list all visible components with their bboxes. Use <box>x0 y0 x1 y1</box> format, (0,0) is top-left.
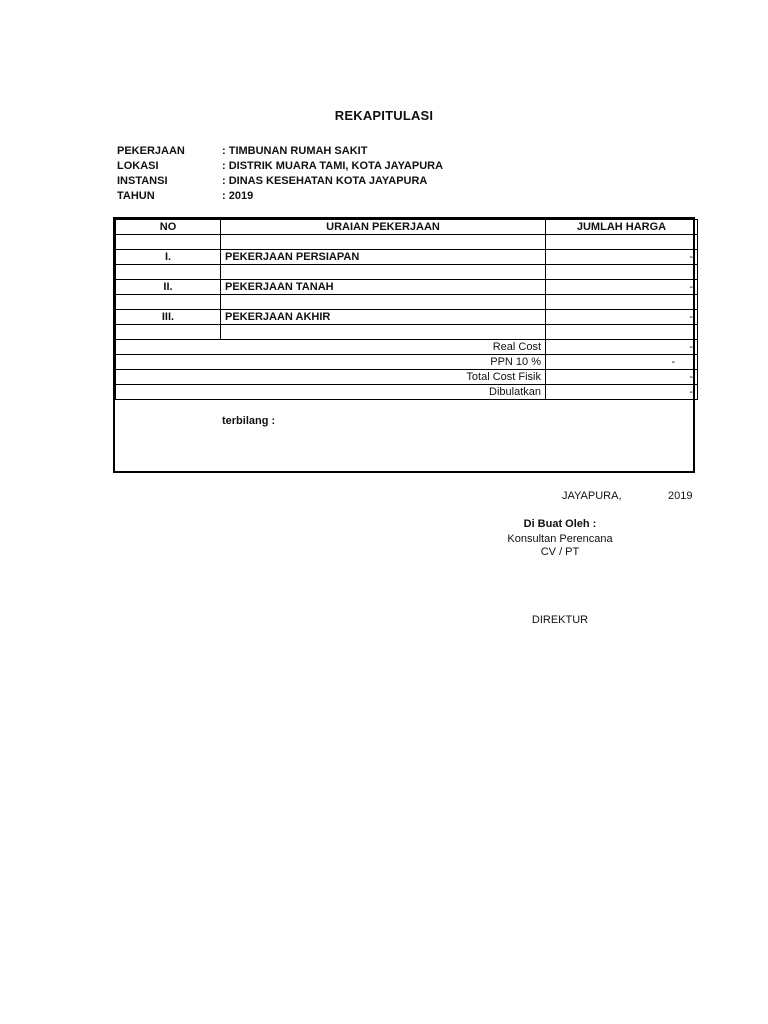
summary-value: - <box>546 385 698 400</box>
row-jumlah: - <box>546 250 698 265</box>
info-row-tahun <box>117 189 443 204</box>
rekap-table <box>115 219 698 400</box>
spacer-row <box>116 325 698 340</box>
terbilang-label: terbilang : <box>222 415 276 427</box>
info-row-pekerjaan <box>117 144 443 159</box>
table-row <box>116 280 698 295</box>
info-value: : TIMBUNAN RUMAH SAKIT <box>222 145 368 157</box>
row-uraian: PEKERJAAN AKHIR <box>221 310 546 325</box>
spacer-row <box>116 235 698 250</box>
info-label: PEKERJAAN <box>117 145 185 157</box>
position-label: DIREKTUR <box>531 614 589 626</box>
summary-row-ppn <box>116 355 698 370</box>
place-label: JAYAPURA, <box>562 490 622 502</box>
row-no: III. <box>116 310 221 325</box>
project-info <box>117 144 443 204</box>
summary-label: Total Cost Fisik <box>116 370 546 385</box>
summary-row-real-cost <box>116 340 698 355</box>
spacer-row <box>116 295 698 310</box>
summary-label: PPN 10 % <box>116 355 546 370</box>
table-header-row <box>116 220 698 235</box>
info-row-instansi <box>117 174 443 189</box>
header-uraian: URAIAN PEKERJAAN <box>221 220 546 235</box>
summary-row-total <box>116 370 698 385</box>
info-label: INSTANSI <box>117 175 168 187</box>
spacer-row <box>116 265 698 280</box>
consultant-label: Konsultan Perencana <box>507 533 613 545</box>
row-uraian: PEKERJAAN TANAH <box>221 280 546 295</box>
info-row-lokasi <box>117 159 443 174</box>
info-value: : 2019 <box>222 190 254 202</box>
header-jumlah: JUMLAH HARGA <box>546 220 698 235</box>
info-label: LOKASI <box>117 160 159 172</box>
document-title: REKAPITULASI <box>334 108 434 123</box>
table-row <box>116 250 698 265</box>
summary-row-dibulatkan <box>116 385 698 400</box>
header-no: NO <box>116 220 221 235</box>
row-jumlah: - <box>546 310 698 325</box>
summary-value: - <box>546 340 698 355</box>
summary-label: Dibulatkan <box>116 385 546 400</box>
summary-label: Real Cost <box>116 340 546 355</box>
summary-value: - <box>546 355 698 370</box>
made-by-label: Di Buat Oleh : <box>523 518 597 530</box>
info-label: TAHUN <box>117 190 155 202</box>
table-row <box>116 310 698 325</box>
summary-value: - <box>546 370 698 385</box>
company-label: CV / PT <box>540 546 580 558</box>
info-value: : DINAS KESEHATAN KOTA JAYAPURA <box>222 175 428 187</box>
info-value: : DISTRIK MUARA TAMI, KOTA JAYAPURA <box>222 160 444 172</box>
row-no: I. <box>116 250 221 265</box>
row-uraian: PEKERJAAN PERSIAPAN <box>221 250 546 265</box>
row-no: II. <box>116 280 221 295</box>
year-label: 2019 <box>668 490 693 502</box>
row-jumlah: - <box>546 280 698 295</box>
